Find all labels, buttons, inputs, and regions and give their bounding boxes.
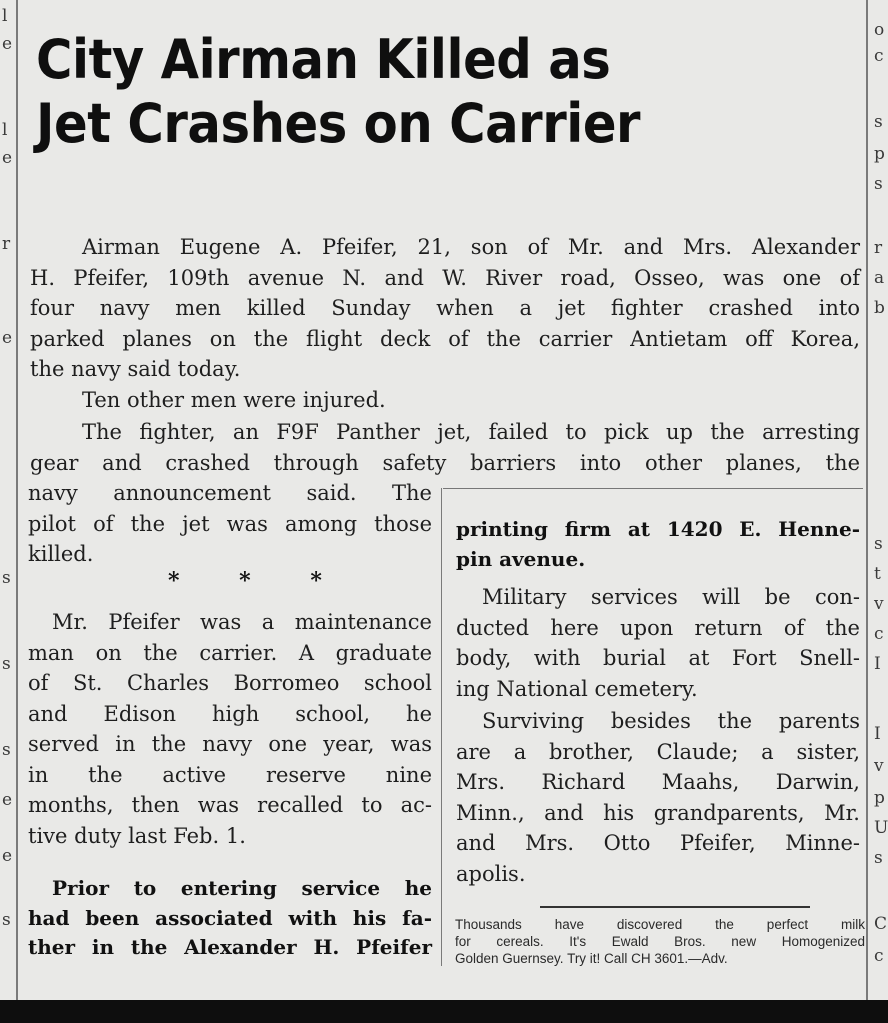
headline-line-1: City Airman Killed as: [36, 28, 611, 91]
printing-firm-lines: printing firm at 1420 E. Henne- pin avenue.: [456, 517, 860, 571]
advertisement-top-rule: [540, 906, 810, 908]
military-services-paragraph: Military services will be con- ducted here upon return of the body, with burial at Fort Snell- ing National cemetery.: [456, 585, 860, 701]
column-divider: [441, 488, 442, 966]
headline: [36, 28, 772, 156]
maintenance-paragraph: Mr. Pfeifer was a maintenance man on the carrier. A graduate of St. Charles Borromeo school and Edison high school, he served in the navy one year, was in the active reserve nine months, then was recalled to ac- tive duty last Feb. 1.: [28, 610, 432, 848]
fighter-paragraph: The fighter, an F9F Panther jet, failed to pick up the arresting gear and crashed through safety barriers into other planes, the: [30, 420, 860, 475]
advertisement: Thousands have discovered the perfect milk for cereals. It's Ewald Bros. new Homogenized Golden Guernsey. Try it! Call CH 3601.—Adv.: [455, 917, 865, 966]
left-column-rule: [16, 0, 18, 1000]
left-column-continuation: navy announcement said. The pilot of the jet was among those killed.: [28, 481, 432, 566]
newspaper-clipping: l e l e r e s s s e e s o c s p s r a b s t v c I I v p U s C c City Airman Killed as Jet Crashes on Carrier Airman Eugene A. Pfeifer, 21, son of Mr. and Mrs. Alexander H. Pfeifer, 109th avenue N. and W. River road, Osseo, was one of four navy men killed Sunday when a jet fighter crashed into parked planes on the flight deck of the carrier Antietam off Korea, the navy said today. Ten other men were injured. The fighter, an F9F Panther jet, failed to pick up the arresting gear and crashed through safety barriers into other planes, the navy announcement said. The pilot of the jet was among those killed. * * * Mr. Pfeifer was a maintenance man on the carrier. A graduate of St. Charles Borromeo school and Edison high school, he served in the navy one year, was in the active reserve nine months, then was recalled to ac- tive duty last Feb. 1. Prior to entering service he had been associated with his fa- ther in the Alexander H. Pfeifer printing firm at 1420 E. Henne- pin avenue. Military services will be con- ducted here upon return of the body, with burial at Fort Snell- ing National cemetery. Surviving besides the parents are a brother, Claude; a sister, Mrs. Richard Maahs, Darwin, Minn., and his grandparents, Mr. and Mrs. Otto Pfeifer, Minne- apolis. Thousands have discovered the perfect milk for cereals. It's Ewald Bros. new Homogenized Golden Guernsey. Try it! Call CH 3601.—Adv.: [0, 0, 888, 1000]
injured-paragraph: Ten other men were injured.: [82, 388, 386, 412]
survivors-paragraph: Surviving besides the parents are a brother, Claude; a sister, Mrs. Richard Maahs, Darwin, Minn., and his grandparents, Mr. and Mrs. Otto Pfeifer, Minne- apolis.: [456, 709, 860, 886]
headline-line-2: Jet Crashes on Carrier: [36, 92, 641, 155]
column-break-top-rule: [443, 488, 863, 489]
right-column-rule: [866, 0, 868, 1000]
section-separator: * * *: [168, 568, 348, 594]
prior-service-paragraph: Prior to entering service he had been associated with his fa- ther in the Alexander H. Pfeifer: [28, 876, 432, 959]
lead-paragraph: Airman Eugene A. Pfeifer, 21, son of Mr. and Mrs. Alexander H. Pfeifer, 109th avenue N. and W. River road, Osseo, was one of four navy men killed Sunday when a jet fighter crashed into parked planes on the flight deck of the carrier Antietam off Korea, the navy said today.: [30, 235, 860, 381]
